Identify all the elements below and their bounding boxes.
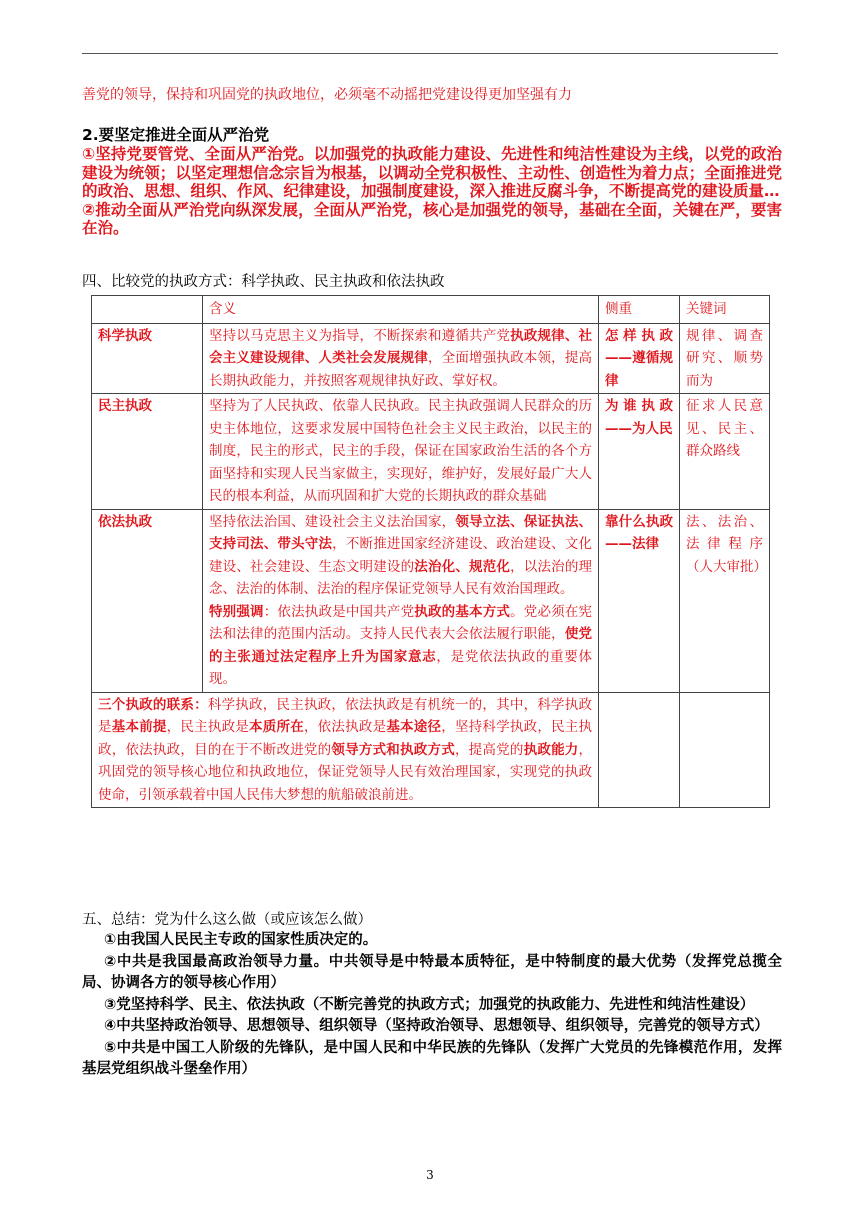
emphasis-text: 执政的基本方式 <box>414 603 511 620</box>
table-relation-row <box>92 692 770 808</box>
text-segment: ，不断推进国家经济建设、政治建设、文化建设、社会建设、生态文明建设的 <box>209 536 593 575</box>
row-focus: 怎样执政——遵循规律 <box>599 323 680 394</box>
text-segment: ，巩固党的领导核心地位和执政地位，保证党领导人民有效治理国家，实现党的执政使命，引领承载着中国人民伟大梦想的航船破浪前进。 <box>98 741 593 803</box>
section4-title: 四、比较党的执政方式：科学执政、民主执政和依法执政 <box>82 274 445 290</box>
emphasis-text: 使党的主张通过法定程序上升为国家意志 <box>209 626 593 665</box>
comparison-table <box>91 295 770 808</box>
text-segment: ，以法治的理念、法治的体制、法治的程序保证党领导人民有效治国理政。 <box>209 558 593 597</box>
list-item: ③党坚持科学、民主、依法执政（不断完善党的执政方式；加强党的执政能力、先进性和纯洁性建设） <box>104 996 755 1013</box>
header-rule <box>82 53 778 54</box>
row-focus: 靠什么执政——法律 <box>599 509 680 692</box>
table-row <box>92 509 770 692</box>
row-term: 科学执政 <box>92 323 203 394</box>
emphasis-text: 特别强调 <box>209 603 264 620</box>
header-cell-meaning: 含义 <box>203 296 599 324</box>
list-item: ⑤中共是中国工人阶级的先锋队，是中国人民和中华民族的先锋队（发挥广大党员的先锋模范作用，发挥基层党组织战斗堡垒作用） <box>82 1039 782 1077</box>
row-description <box>203 394 599 510</box>
text-segment: ，坚持科学执政，民主执政，依法执政，目的在于不断改进党的 <box>98 719 593 758</box>
row-description <box>203 509 599 692</box>
row-keywords: 规律、调查研究、顺势而为 <box>680 323 770 394</box>
emphasis-text: 基本前提 <box>111 719 167 735</box>
relation-cell <box>92 692 599 808</box>
row-keywords: 法、法治、法律程序（人大审批） <box>680 509 770 692</box>
text-segment: 科学执政，民主执政，依法执政是有机统一的，其中，科学执政是 <box>98 696 593 735</box>
table-row <box>92 323 770 394</box>
row-term: 民主执政 <box>92 394 203 510</box>
text-segment: ：依法执政是中国共产党 <box>263 603 415 620</box>
list-item: ④中共坚持政治领导、思想领导、组织领导（坚持政治领导、思想领导、组织领导，完善党的领导方式） <box>104 1018 769 1034</box>
row-term: 依法执政 <box>92 509 203 692</box>
section5-list <box>82 930 782 1081</box>
relation-empty-keywords <box>680 692 770 808</box>
emphasis-text: 本质所在 <box>249 719 304 735</box>
row-focus: 为谁执政——为人民 <box>599 394 680 510</box>
section2-title: 2.要坚定推进全面从严治党 <box>82 126 270 144</box>
row-keywords: 征求人民意见、民主、群众路线 <box>680 394 770 510</box>
text-segment: ，提高党的 <box>454 741 524 758</box>
list-item: ②中共是我国最高政治领导力量。中共领导是中特最本质特征，是中特制度的最大优势（发挥党总揽全局、协调各方的领导核心作用） <box>82 953 782 991</box>
page-number: 3 <box>426 1168 434 1182</box>
text-segment: 坚持以马克思主义为指导，不断探索和遵循共产党 <box>209 327 511 344</box>
emphasis-text: 三个执政的联系： <box>98 696 208 713</box>
table-row <box>92 394 770 510</box>
header-cell-focus: 侧重 <box>599 296 680 324</box>
emphasis-text: 法治化、规范化 <box>414 558 511 575</box>
intro-line: 善党的领导，保持和巩固党的执政地位，必须毫不动摇把党建设得更加坚强有力 <box>82 87 572 103</box>
relation-empty-focus <box>599 692 680 808</box>
text-segment: ，民主执政是 <box>166 719 250 735</box>
emphasis-text: 领导方式和执政方式 <box>331 741 455 758</box>
text-segment: 坚持为了人民执政、依靠人民执政。民主执政强调人民群众的历史主体地位，这要求发展中国特色社会主义民主政治，以民主的制度，民主的形式，民主的手段，保证在国家政治生活的各个方面坚持和实现人民当家做主，实现好，维护好，发展好最广大人民的根本利益，从而巩固和扩大党的长期执政的群众基础 <box>209 398 592 504</box>
section2-body <box>82 145 782 238</box>
emphasis-text: 执政能力 <box>523 741 579 758</box>
text-segment: ，依法执政是 <box>303 719 387 735</box>
table-header-row <box>92 296 770 324</box>
row-description <box>203 323 599 394</box>
text-segment: ，是党依法执政的重要体现。 <box>209 648 593 687</box>
text-segment: 。党必须在宪法和法律的范围内活动。支持人民代表大会依法履行职能， <box>209 603 593 642</box>
emphasis-text: 领导立法、保证执法、支持司法、带头守法 <box>209 513 593 552</box>
text-segment: 坚持依法治国、建设社会主义法治国家， <box>209 513 456 530</box>
header-cell-blank <box>92 296 203 324</box>
list-item: ①由我国人民民主专政的国家性质决定的。 <box>104 932 378 948</box>
text-segment: ，全面增强执政本领，提高长期执政能力，并按照客观规律执好政、掌好权。 <box>209 350 593 389</box>
section5-title: 五、总结：党为什么这么做（或应该怎么做） <box>82 912 372 928</box>
emphasis-text: 基本途径 <box>386 719 442 735</box>
header-cell-keywords: 关键词 <box>680 296 770 324</box>
section2-paragraph-2: ②推动全面从严治党向纵深发展，全面从严治党，核心是加强党的领导，基础在全面，关键在严，要害在治。 <box>82 200 782 237</box>
section2-paragraph-1: ①坚持党要管党、全面从严治党。以加强党的执政能力建设、先进性和纯洁性建设为主线，以党的政治建设为统领；以坚定理想信念宗旨为根基，以调动全党积极性、主动性、创造性为着力点；全面推进党的政治、思想、组织、作风、纪律建设，加强制度建设，深入推进反腐斗争，不断提高党的建设质量… <box>82 145 782 200</box>
emphasis-text: 执政规律、社会主义建设规律、人类社会发展规律 <box>209 327 593 366</box>
